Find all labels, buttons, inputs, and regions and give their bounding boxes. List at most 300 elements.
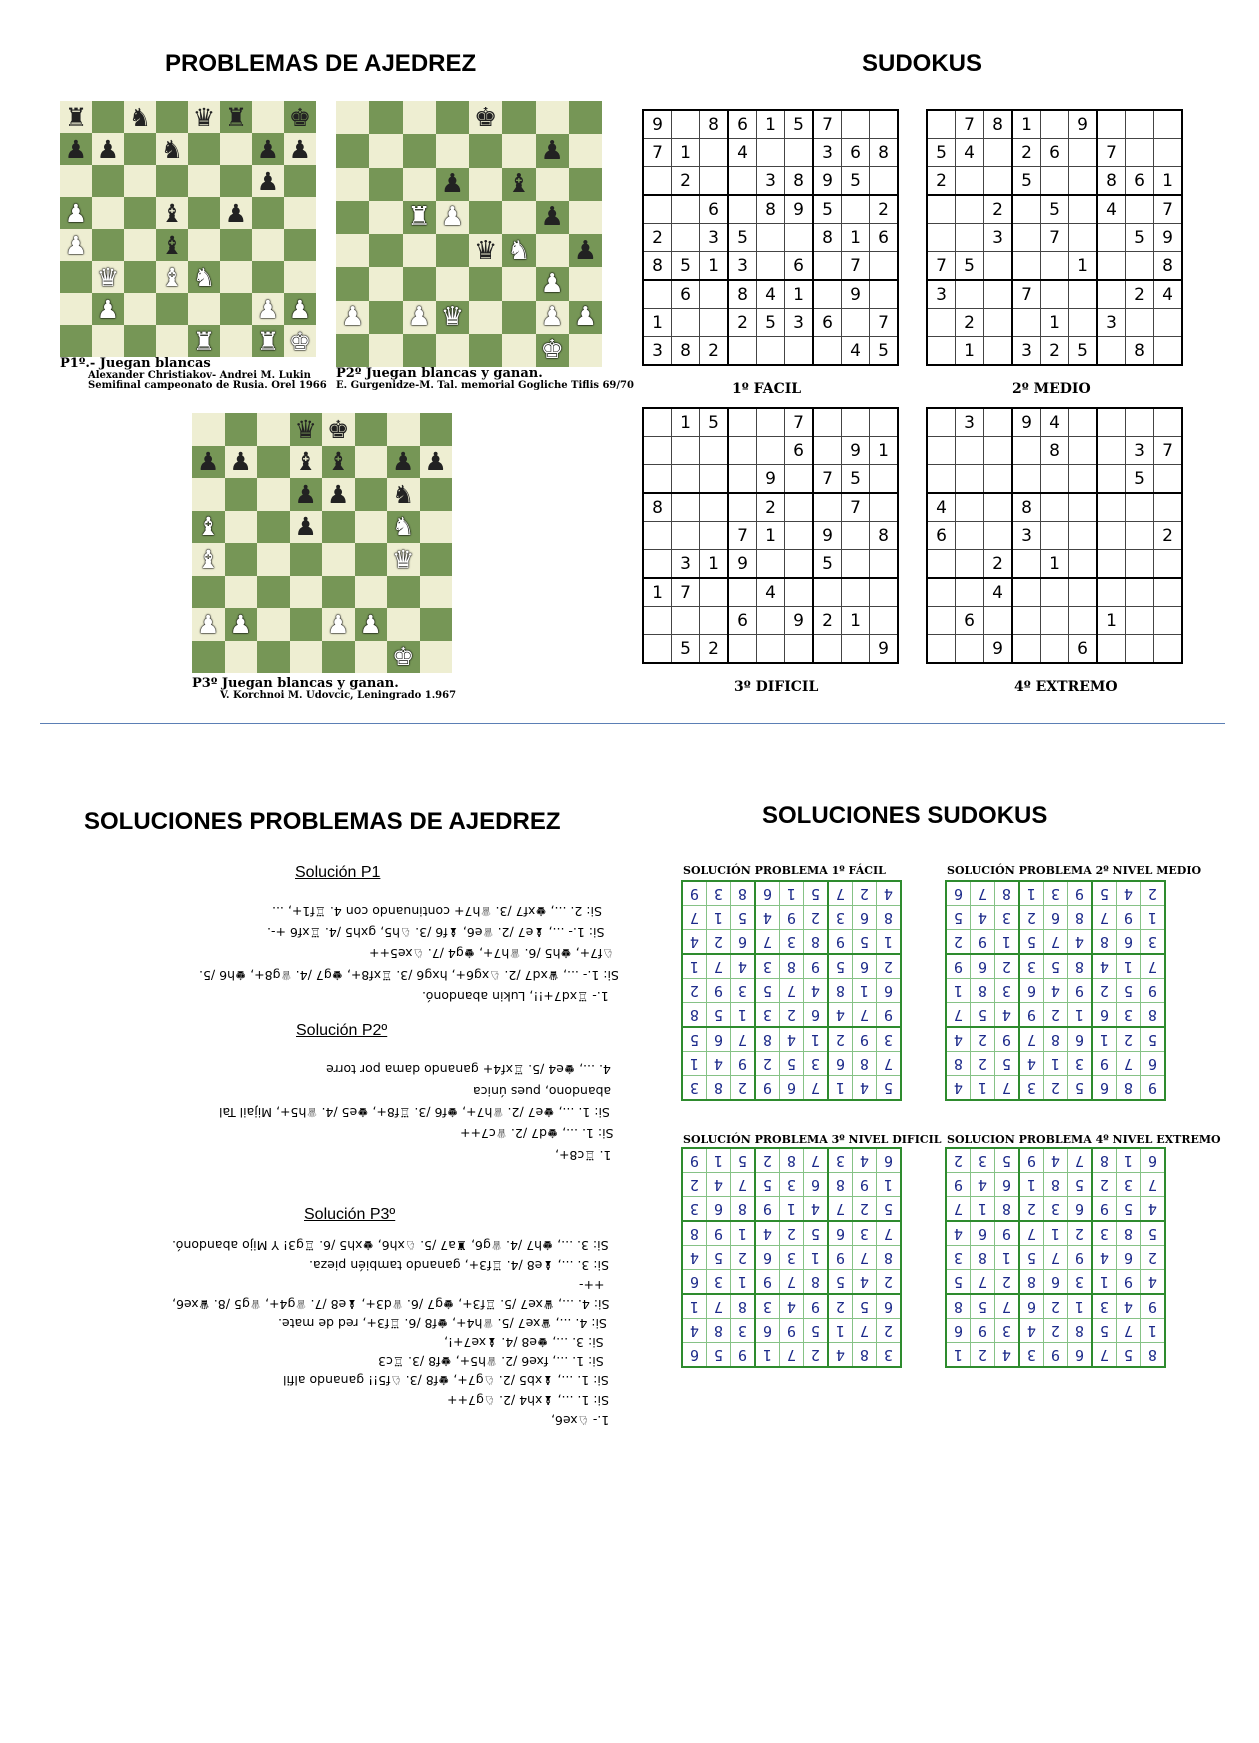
black-bishop-icon: ♝ bbox=[507, 169, 531, 200]
sudoku-cell: 6 bbox=[672, 280, 700, 309]
sudoku-cell bbox=[1092, 906, 1117, 930]
sudoku-cell bbox=[728, 337, 757, 366]
cell-digit: 5 bbox=[1001, 1151, 1012, 1170]
sudoku-cell bbox=[813, 337, 842, 366]
sudoku-cell bbox=[780, 906, 804, 930]
sudoku-cell: 5 bbox=[956, 252, 984, 281]
cell-digit: 2 bbox=[1001, 957, 1012, 976]
sudoku-cell bbox=[804, 1270, 829, 1295]
sudoku-cell bbox=[828, 1148, 853, 1173]
sudoku-cell bbox=[1069, 550, 1098, 579]
cell-digit: 6 bbox=[835, 1224, 846, 1243]
white-bishop-icon: ♝ bbox=[160, 262, 184, 292]
cell-digit: 2 bbox=[835, 1297, 846, 1316]
cell-digit: 7 bbox=[786, 981, 797, 1000]
sudoku-cell bbox=[707, 979, 731, 1003]
sudoku-cell bbox=[643, 550, 672, 579]
cell-digit: 6 bbox=[762, 1321, 773, 1340]
sudoku-cell bbox=[1117, 1003, 1141, 1028]
cell-digit: 1 bbox=[1099, 1030, 1110, 1049]
sudoku-cell: 5 bbox=[927, 139, 956, 167]
cell-digit: 8 bbox=[835, 1175, 846, 1194]
cell-digit: 1 bbox=[883, 1175, 894, 1194]
cell-digit: 2 bbox=[737, 1248, 748, 1267]
sudoku-cell: 5 bbox=[870, 337, 899, 366]
board-square bbox=[192, 641, 225, 674]
sudoku-cell bbox=[927, 635, 956, 664]
sudoku-cell bbox=[1126, 493, 1154, 522]
sudoku-cell bbox=[731, 1003, 756, 1028]
chess-board-p2 bbox=[336, 101, 602, 367]
sudoku-cell: 5 bbox=[842, 465, 870, 494]
cell-digit: 2 bbox=[737, 1078, 748, 1097]
cell-digit: 8 bbox=[1074, 908, 1085, 927]
board-square bbox=[355, 478, 388, 511]
sudoku-cell bbox=[995, 1319, 1020, 1343]
cell-digit: 6 bbox=[883, 981, 894, 1000]
sudoku-cell bbox=[672, 465, 700, 494]
cell-digit: 4 bbox=[883, 884, 894, 903]
sudoku-cell: 4 bbox=[757, 280, 785, 309]
sudoku-cell bbox=[956, 578, 984, 607]
board-square bbox=[436, 301, 469, 334]
sudoku-cell bbox=[1068, 1173, 1093, 1197]
cell-digit: 8 bbox=[883, 1248, 894, 1267]
board-square bbox=[355, 543, 388, 576]
sudoku-cell bbox=[672, 522, 700, 550]
sudoku-cell bbox=[1117, 906, 1141, 930]
sudoku-cell: 1 bbox=[1154, 167, 1183, 196]
sudoku-cell bbox=[828, 1343, 853, 1368]
cell-digit: 6 bbox=[1026, 981, 1037, 1000]
board-square bbox=[355, 413, 388, 446]
cell-digit: 4 bbox=[953, 1224, 964, 1243]
cell-digit: 9 bbox=[762, 1078, 773, 1097]
sudoku-cell bbox=[672, 224, 700, 252]
sudoku-cell bbox=[1068, 1003, 1093, 1028]
sudoku-cell bbox=[700, 280, 729, 309]
sudoku-cell bbox=[828, 906, 853, 930]
sudoku-cell bbox=[785, 337, 814, 366]
board-square bbox=[387, 413, 420, 446]
sudoku-cell bbox=[1019, 1003, 1044, 1028]
cell-digit: 1 bbox=[737, 1224, 748, 1243]
sudoku-cell bbox=[755, 906, 780, 930]
sudoku-cell: 6 bbox=[1041, 139, 1069, 167]
sudoku-cell: 9 bbox=[757, 465, 785, 494]
board-square bbox=[257, 511, 290, 544]
sudoku-cell: 1 bbox=[757, 110, 785, 139]
sudoku-cell bbox=[1126, 139, 1154, 167]
sudoku-cell bbox=[755, 1052, 780, 1076]
sudoku-cell bbox=[672, 309, 700, 337]
sudoku-cell: 7 bbox=[842, 493, 870, 522]
board-square bbox=[336, 168, 369, 201]
sudoku-cell: 8 bbox=[813, 224, 842, 252]
chess-board-p3 bbox=[192, 413, 452, 673]
sudoku-cell bbox=[984, 337, 1013, 366]
sudoku-cell bbox=[1141, 1003, 1166, 1028]
sudoku-cell bbox=[1092, 1148, 1117, 1173]
cell-digit: 1 bbox=[737, 1272, 748, 1291]
cell-digit: 9 bbox=[1123, 1272, 1134, 1291]
board-square bbox=[403, 134, 436, 167]
board-square bbox=[60, 293, 92, 325]
sudoku-cell bbox=[1126, 195, 1154, 224]
cell-digit: 3 bbox=[1026, 957, 1037, 976]
sudoku-cell: 3 bbox=[643, 337, 672, 366]
solution-line: 1. ♖c8+, bbox=[554, 1148, 611, 1163]
sudoku-cell bbox=[731, 1173, 756, 1197]
sudoku-cell: 6 bbox=[728, 110, 757, 139]
sudoku-cell bbox=[682, 1197, 707, 1222]
sudoku-cell: 5 bbox=[1126, 465, 1154, 494]
cell-digit: 6 bbox=[713, 1030, 724, 1049]
cell-digit: 8 bbox=[762, 1030, 773, 1049]
cell-digit: 4 bbox=[762, 1224, 773, 1243]
sudoku-cell bbox=[842, 550, 870, 579]
sudoku-cell bbox=[813, 280, 842, 309]
cell-digit: 2 bbox=[1050, 1005, 1061, 1024]
sudoku-cell bbox=[971, 1319, 995, 1343]
cell-digit: 9 bbox=[977, 1321, 988, 1340]
sudoku-cell bbox=[1044, 1052, 1068, 1076]
cell-digit: 8 bbox=[810, 932, 821, 951]
board-square bbox=[225, 608, 258, 641]
chess-caption: E. Gurgenidze-M. Tal. memorial Gogliche Tiflis 69/70 bbox=[336, 380, 634, 391]
cell-digit: 6 bbox=[1074, 1345, 1085, 1364]
sudoku-cell bbox=[1126, 252, 1154, 281]
sudoku-cell bbox=[682, 1343, 707, 1368]
sudoku-cell bbox=[755, 881, 780, 906]
sudoku-cell bbox=[728, 493, 757, 522]
sudoku-cell bbox=[1154, 309, 1183, 337]
sudoku-cell bbox=[927, 337, 956, 366]
sudoku-cell bbox=[1069, 437, 1098, 465]
sudoku-cell bbox=[946, 1294, 971, 1319]
sudoku-cell bbox=[971, 1003, 995, 1028]
cell-digit: 3 bbox=[762, 1297, 773, 1316]
cell-digit: 8 bbox=[1001, 1199, 1012, 1218]
cell-digit: 4 bbox=[977, 1175, 988, 1194]
sudoku-cell bbox=[946, 1027, 971, 1052]
cell-digit: 7 bbox=[1123, 1321, 1134, 1340]
cell-digit: 2 bbox=[953, 1151, 964, 1170]
sudoku-cell bbox=[780, 930, 804, 955]
sudoku-cell: 7 bbox=[1097, 139, 1126, 167]
cell-digit: 2 bbox=[883, 957, 894, 976]
sudoku-cell bbox=[682, 1270, 707, 1295]
sudoku-cell bbox=[828, 1027, 853, 1052]
board-square bbox=[369, 168, 402, 201]
sudoku-cell bbox=[870, 607, 899, 635]
sudoku-cell bbox=[956, 522, 984, 550]
cell-digit: 5 bbox=[1123, 981, 1134, 1000]
sudoku-cell bbox=[946, 1221, 971, 1246]
black-bishop-icon: ♝ bbox=[294, 447, 317, 477]
black-pawn-icon: ♟ bbox=[64, 134, 88, 164]
cell-digit: 4 bbox=[689, 1248, 700, 1267]
sudoku-cell: 1 bbox=[757, 522, 785, 550]
solution-line: Si: 3. ..., ♚e8 /4. ♝xe7+!, bbox=[444, 1335, 604, 1350]
sudoku-cell bbox=[1117, 1052, 1141, 1076]
chess-caption: P2º Juegan blancas y ganan. bbox=[336, 366, 543, 381]
sudoku-cell bbox=[1097, 578, 1126, 607]
cell-digit: 4 bbox=[713, 1054, 724, 1073]
cell-digit: 7 bbox=[810, 1151, 821, 1170]
sudoku-cell: 4 bbox=[956, 139, 984, 167]
cell-digit: 8 bbox=[810, 1272, 821, 1291]
board-square bbox=[252, 165, 284, 197]
sudoku-cell bbox=[946, 1003, 971, 1028]
board-square bbox=[569, 101, 602, 134]
sudoku-cell bbox=[877, 1197, 902, 1222]
cell-digit: 3 bbox=[1099, 1297, 1110, 1316]
cell-digit: 1 bbox=[1001, 932, 1012, 951]
sudoku-cell bbox=[853, 1319, 877, 1343]
board-square bbox=[220, 165, 252, 197]
cell-digit: 7 bbox=[883, 1054, 894, 1073]
cell-digit: 3 bbox=[689, 1199, 700, 1218]
sudoku-cell bbox=[1012, 578, 1041, 607]
sudoku-cell: 9 bbox=[813, 167, 842, 196]
sudoku-cell bbox=[984, 139, 1013, 167]
board-square bbox=[322, 446, 355, 479]
cell-digit: 2 bbox=[786, 1224, 797, 1243]
sudoku-cell bbox=[853, 1221, 877, 1246]
cell-digit: 1 bbox=[786, 884, 797, 903]
sudoku-cell bbox=[1117, 1221, 1141, 1246]
board-square bbox=[469, 234, 502, 267]
cell-digit: 7 bbox=[737, 1175, 748, 1194]
board-square bbox=[60, 165, 92, 197]
board-square bbox=[124, 229, 156, 261]
solution-line: 4. ..., ♚e4 /5. ♖xf4+ ganando dama por torre bbox=[326, 1062, 611, 1077]
cell-digit: 8 bbox=[1074, 957, 1085, 976]
cell-digit: 9 bbox=[953, 957, 964, 976]
cell-digit: 9 bbox=[1147, 1078, 1158, 1097]
cell-digit: 6 bbox=[689, 1272, 700, 1291]
solution-p1-heading: Solución P1 bbox=[295, 864, 381, 881]
sudoku-cell bbox=[1044, 1027, 1068, 1052]
board-square bbox=[369, 234, 402, 267]
sudoku-cell: 7 bbox=[813, 110, 842, 139]
cell-digit: 1 bbox=[859, 981, 870, 1000]
sudoku-cell bbox=[1154, 493, 1183, 522]
sudoku-cell: 1 bbox=[1012, 110, 1041, 139]
cell-digit: 1 bbox=[1074, 1297, 1085, 1316]
white-queen-icon: ♛ bbox=[392, 544, 415, 574]
cell-digit: 8 bbox=[953, 1054, 964, 1073]
cell-digit: 7 bbox=[713, 957, 724, 976]
sudoku-cell bbox=[1012, 550, 1041, 579]
black-pawn-icon: ♟ bbox=[96, 134, 120, 164]
cell-digit: 7 bbox=[977, 884, 988, 903]
sudoku-cell bbox=[828, 1270, 853, 1295]
sudoku-label: 1º FACIL bbox=[732, 381, 802, 397]
sudoku-cell bbox=[757, 437, 785, 465]
sudoku-cell bbox=[682, 906, 707, 930]
black-pawn-icon: ♟ bbox=[573, 235, 598, 266]
cell-digit: 4 bbox=[1001, 1345, 1012, 1364]
sudoku-cell bbox=[707, 954, 731, 979]
sudoku-cell: 5 bbox=[672, 252, 700, 281]
sudoku-cell: 6 bbox=[813, 309, 842, 337]
sudoku-cell bbox=[728, 167, 757, 196]
board-square bbox=[225, 446, 258, 479]
board-square bbox=[387, 446, 420, 479]
sudoku-cell bbox=[682, 1221, 707, 1246]
cell-digit: 7 bbox=[1001, 1078, 1012, 1097]
board-square bbox=[92, 165, 124, 197]
cell-digit: 4 bbox=[1050, 981, 1061, 1000]
sudoku-cell bbox=[1097, 522, 1126, 550]
sudoku-cell bbox=[1044, 906, 1068, 930]
sudoku-cell bbox=[1117, 1294, 1141, 1319]
sudoku-cell bbox=[700, 167, 729, 196]
sudoku-cell bbox=[643, 607, 672, 635]
sudoku-cell bbox=[1041, 110, 1069, 139]
white-knight-icon: ♞ bbox=[392, 512, 415, 542]
board-square bbox=[355, 446, 388, 479]
sudoku-cell bbox=[728, 635, 757, 664]
cell-digit: 4 bbox=[1147, 1199, 1158, 1218]
sudoku-cell: 5 bbox=[757, 309, 785, 337]
sudoku-cell bbox=[995, 906, 1020, 930]
cell-digit: 9 bbox=[1001, 1030, 1012, 1049]
sudoku-cell bbox=[853, 1076, 877, 1101]
cell-digit: 5 bbox=[1026, 932, 1037, 951]
black-king-icon: ♚ bbox=[288, 102, 312, 132]
cell-digit: 9 bbox=[1050, 1345, 1061, 1364]
cell-digit: 3 bbox=[1074, 1272, 1085, 1291]
sudoku-cell bbox=[842, 578, 870, 607]
cell-digit: 4 bbox=[689, 932, 700, 951]
cell-digit: 3 bbox=[1050, 1199, 1061, 1218]
board-square bbox=[502, 201, 535, 234]
sudoku-cell bbox=[804, 979, 829, 1003]
board-square bbox=[536, 267, 569, 300]
sudoku-cell bbox=[853, 979, 877, 1003]
cell-digit: 3 bbox=[1074, 1054, 1085, 1073]
sudoku-cell bbox=[755, 1221, 780, 1246]
sudoku-cell: 1 bbox=[672, 408, 700, 437]
board-square bbox=[284, 165, 316, 197]
sudoku-cell bbox=[1044, 1294, 1068, 1319]
sudoku-cell bbox=[1117, 1173, 1141, 1197]
cell-digit: 4 bbox=[1001, 1005, 1012, 1024]
sudoku-cell bbox=[813, 252, 842, 281]
sudoku-cell bbox=[853, 1052, 877, 1076]
solution-line: ♘f7+, ♚h5 /6. ♕h7+, ♚g4 /7. ♘xe5++ bbox=[369, 946, 614, 961]
sudoku-cell bbox=[707, 881, 731, 906]
cell-digit: 1 bbox=[786, 1199, 797, 1218]
cell-digit: 1 bbox=[1123, 957, 1134, 976]
board-square bbox=[192, 413, 225, 446]
sudoku-cell bbox=[1097, 252, 1126, 281]
sudoku-cell bbox=[946, 1319, 971, 1343]
sudoku-cell: 5 bbox=[813, 550, 842, 579]
cell-digit: 5 bbox=[859, 932, 870, 951]
sudoku-cell: 2 bbox=[1154, 522, 1183, 550]
sudoku-cell bbox=[956, 224, 984, 252]
sudoku-cell bbox=[927, 550, 956, 579]
sudoku-cell bbox=[682, 1052, 707, 1076]
sudoku-cell: 2 bbox=[643, 224, 672, 252]
sudoku-cell bbox=[804, 954, 829, 979]
cell-digit: 9 bbox=[859, 1030, 870, 1049]
sudoku-cell: 9 bbox=[1069, 110, 1098, 139]
black-rook-icon: ♜ bbox=[64, 102, 88, 132]
sudoku-cell bbox=[1092, 1076, 1117, 1101]
board-square bbox=[188, 165, 220, 197]
board-square bbox=[192, 576, 225, 609]
sudoku-cell: 1 bbox=[1097, 607, 1126, 635]
sudoku-cell bbox=[995, 1221, 1020, 1246]
sudoku-cell bbox=[1117, 954, 1141, 979]
sudoku-cell bbox=[1019, 1148, 1044, 1173]
sudoku-cell bbox=[1019, 930, 1044, 955]
sudoku-cell bbox=[700, 465, 729, 494]
sudoku-cell bbox=[1044, 1003, 1068, 1028]
cell-digit: 8 bbox=[689, 1224, 700, 1243]
board-square bbox=[188, 229, 220, 261]
white-rook-icon: ♜ bbox=[407, 202, 431, 233]
sudoku-cell bbox=[700, 578, 729, 607]
sudoku-cell bbox=[1141, 954, 1166, 979]
sudoku-cell: 8 bbox=[785, 167, 814, 196]
white-pawn-icon: ♟ bbox=[64, 230, 88, 260]
sudokus-title: SUDOKUS bbox=[862, 50, 983, 77]
chess-problems-title: PROBLEMAS DE AJEDREZ bbox=[165, 50, 477, 77]
white-pawn-icon: ♟ bbox=[96, 294, 120, 324]
board-square bbox=[336, 101, 369, 134]
board-square bbox=[225, 413, 258, 446]
sudoku-cell bbox=[853, 1173, 877, 1197]
cell-digit: 3 bbox=[713, 884, 724, 903]
cell-digit: 5 bbox=[713, 1005, 724, 1024]
board-square bbox=[257, 478, 290, 511]
sudoku-cell bbox=[1092, 1270, 1117, 1295]
cell-digit: 1 bbox=[835, 1078, 846, 1097]
sudoku-cell bbox=[853, 1343, 877, 1368]
sudoku-cell: 6 bbox=[700, 195, 729, 224]
sudoku-cell bbox=[707, 1221, 731, 1246]
cell-digit: 5 bbox=[977, 1005, 988, 1024]
sudoku-cell bbox=[1012, 465, 1041, 494]
cell-digit: 4 bbox=[1099, 957, 1110, 976]
sudoku-cell bbox=[877, 1270, 902, 1295]
sudoku-cell bbox=[1141, 1221, 1166, 1246]
sudoku-cell bbox=[927, 195, 956, 224]
board-square bbox=[403, 201, 436, 234]
board-square bbox=[252, 325, 284, 357]
cell-digit: 4 bbox=[1099, 1248, 1110, 1267]
sudoku-cell bbox=[1019, 1270, 1044, 1295]
sudoku-cell bbox=[755, 1246, 780, 1270]
sudoku-cell bbox=[707, 1294, 731, 1319]
sudoku-cell bbox=[971, 1197, 995, 1222]
cell-digit: 2 bbox=[1050, 1297, 1061, 1316]
sudoku-cell bbox=[731, 1294, 756, 1319]
sudoku-cell: 9 bbox=[842, 280, 870, 309]
sudoku-cell bbox=[956, 437, 984, 465]
board-square bbox=[536, 301, 569, 334]
cell-digit: 6 bbox=[977, 957, 988, 976]
black-pawn-icon: ♟ bbox=[327, 479, 350, 509]
board-square bbox=[92, 261, 124, 293]
cell-digit: 3 bbox=[1099, 1224, 1110, 1243]
